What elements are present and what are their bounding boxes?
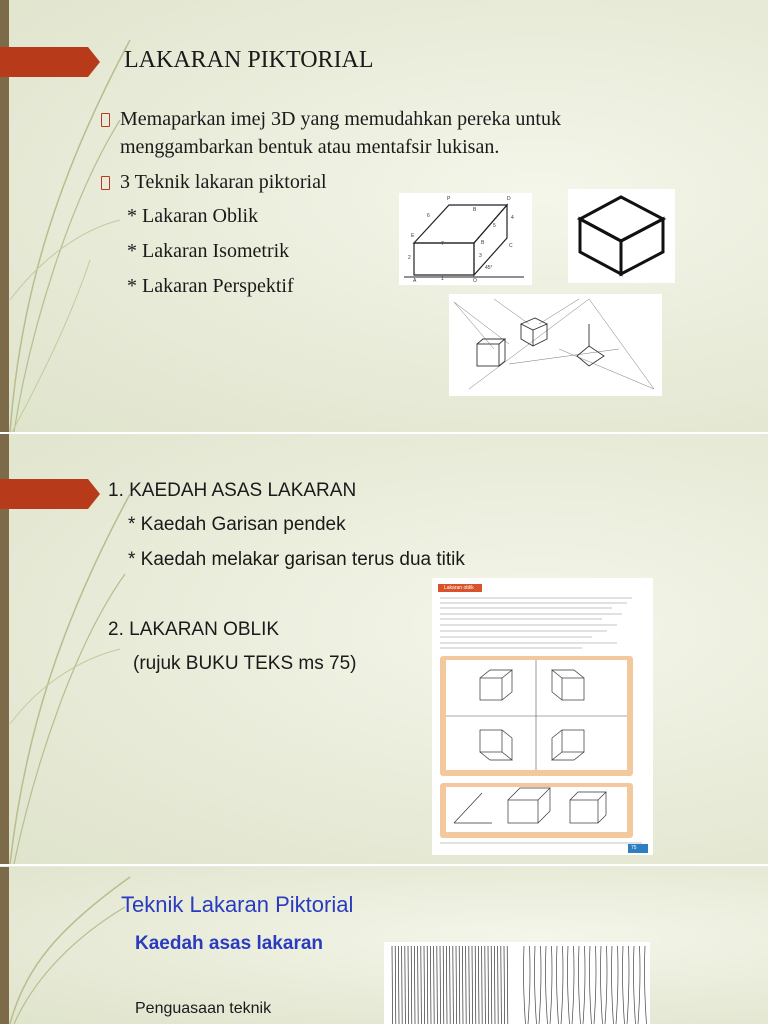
- label-45: 45°: [485, 265, 493, 271]
- label-6: 6: [427, 213, 430, 219]
- practice-line: [561, 946, 563, 1024]
- practice-line: [623, 946, 625, 1024]
- label-3: 3: [479, 253, 482, 259]
- practice-line: [418, 946, 419, 1024]
- practice-line: [572, 946, 574, 1024]
- practice-line: [524, 946, 526, 1024]
- slide3-subtitle: Kaedah asas lakaran: [135, 933, 324, 954]
- practice-line: [568, 946, 570, 1024]
- practice-line: [501, 946, 502, 1024]
- practice-line: [478, 946, 479, 1024]
- practice-line: [638, 946, 640, 1024]
- label-e: E: [411, 233, 415, 239]
- practice-line: [482, 946, 483, 1024]
- practice-line: [411, 946, 412, 1024]
- bullet-icon: [101, 176, 110, 190]
- practice-line: [504, 946, 505, 1024]
- practice-line: [414, 946, 415, 1024]
- practice-line: [494, 946, 495, 1024]
- swoosh-decoration: [0, 867, 140, 1024]
- practice-line: [408, 946, 409, 1024]
- practice-line: [430, 946, 431, 1024]
- label-a: A: [413, 278, 417, 284]
- practice-line: [434, 946, 435, 1024]
- label-5: 5: [493, 223, 496, 229]
- slide-2: [0, 434, 768, 864]
- practice-line: [472, 946, 473, 1024]
- practice-line: [437, 946, 438, 1024]
- practice-line: [427, 946, 428, 1024]
- practice-line: [507, 946, 508, 1024]
- practice-line: [557, 946, 559, 1024]
- practice-line: [528, 946, 530, 1024]
- practice-line: [459, 946, 460, 1024]
- practice-line: [395, 946, 396, 1024]
- title-tab-marker: [0, 47, 100, 77]
- practice-line: [590, 946, 592, 1024]
- bullet1-line1: Memaparkan imej 3D yang memudahkan pereka untuk: [120, 108, 561, 130]
- practice-line: [469, 946, 470, 1024]
- practice-line: [402, 946, 403, 1024]
- oblique-sketch-image: [399, 193, 532, 285]
- label-1: 1: [441, 276, 444, 282]
- textbook-page-number: 75: [631, 845, 637, 851]
- label-2: 2: [408, 255, 411, 261]
- practice-line: [450, 946, 451, 1024]
- item2-sub: (rujuk BUKU TEKS ms 75): [133, 653, 357, 674]
- practice-line: [440, 946, 441, 1024]
- label-4: 4: [511, 215, 514, 221]
- practice-line: [475, 946, 476, 1024]
- slide3-title: Teknik Lakaran Piktorial: [121, 892, 354, 917]
- subitem-isometrik: * Lakaran Isometrik: [127, 240, 290, 262]
- slide-1: [0, 0, 768, 432]
- practice-line: [392, 946, 393, 1024]
- textbook-heading: Lakaran oblik: [444, 585, 474, 591]
- practice-line: [498, 946, 499, 1024]
- bullet2-text: 3 Teknik lakaran piktorial: [120, 171, 327, 193]
- bullet1-line2: menggambarkan bentuk atau mentafsir lukisan.: [120, 136, 500, 158]
- label-b: B: [473, 207, 477, 213]
- practice-line: [535, 946, 537, 1024]
- practice-line: [634, 946, 636, 1024]
- practice-line: [612, 946, 614, 1024]
- item1-sub1: * Kaedah Garisan pendek: [128, 514, 346, 535]
- practice-line: [491, 946, 492, 1024]
- practice-line: [466, 946, 467, 1024]
- label-o: O: [473, 278, 477, 284]
- subitem-oblik: * Lakaran Oblik: [127, 205, 259, 227]
- practice-line: [462, 946, 463, 1024]
- isometric-sketch-image: [568, 189, 675, 283]
- subitem-perspektif: * Lakaran Perspektif: [127, 275, 294, 297]
- item1-sub2: * Kaedah melakar garisan terus dua titik: [128, 549, 465, 570]
- perspective-sketch-image: [449, 294, 662, 396]
- slide-title: LAKARAN PIKTORIAL: [124, 47, 374, 73]
- practice-line: [446, 946, 447, 1024]
- practice-line: [583, 946, 585, 1024]
- item2-heading: 2. LAKARAN OBLIK: [108, 619, 280, 640]
- practice-line: [421, 946, 422, 1024]
- practice-line: [405, 946, 406, 1024]
- practice-line: [550, 946, 552, 1024]
- practice-line: [453, 946, 454, 1024]
- practice-line: [546, 946, 548, 1024]
- title-tab-marker: [0, 479, 100, 509]
- practice-line: [594, 946, 596, 1024]
- label-c: C: [509, 243, 513, 249]
- item1-heading: 1. KAEDAH ASAS LAKARAN: [108, 480, 357, 501]
- slide-3: [0, 867, 768, 1024]
- practice-line: [443, 946, 444, 1024]
- label-7: 7: [441, 241, 444, 247]
- practice-line: [485, 946, 486, 1024]
- practice-line: [645, 946, 647, 1024]
- practice-line: [398, 946, 399, 1024]
- practice-line: [488, 946, 489, 1024]
- label-d: D: [507, 196, 511, 202]
- practice-line: [456, 946, 457, 1024]
- practice-line: [605, 946, 607, 1024]
- slide3-body: Penguasaan teknik: [135, 1000, 272, 1017]
- slide-separator: [0, 864, 768, 866]
- practice-line: [627, 946, 629, 1024]
- practice-line: [424, 946, 425, 1024]
- line-practice-image: [384, 942, 650, 1024]
- bullet-icon: [101, 113, 110, 127]
- practice-line: [539, 946, 541, 1024]
- practice-line: [616, 946, 618, 1024]
- label-p: P: [447, 196, 451, 202]
- label-b2: B: [481, 240, 485, 246]
- practice-line: [601, 946, 603, 1024]
- textbook-page-image: [432, 578, 653, 855]
- practice-line: [579, 946, 581, 1024]
